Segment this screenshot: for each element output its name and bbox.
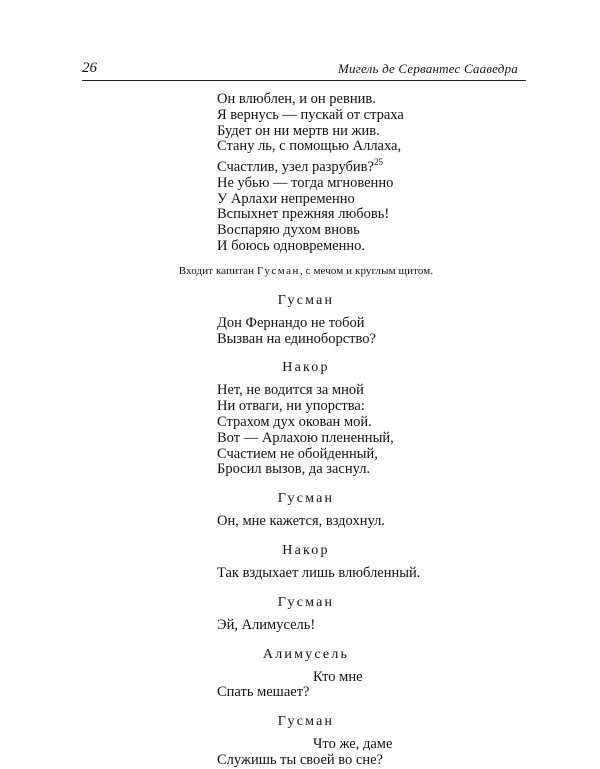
page-number: 26	[82, 60, 97, 76]
speech	[217, 316, 600, 348]
verse-line: Что же, даме	[313, 736, 393, 753]
opening-stanza	[217, 92, 600, 255]
speech	[217, 566, 600, 582]
speaker-name: Гусман	[277, 491, 335, 507]
verse-line: Страхом дух окован мой.	[217, 413, 372, 430]
speaker-name: Гусман	[277, 292, 335, 308]
verse-line: Служишь ты своей во сне?	[217, 751, 383, 768]
verse-line: Воспаряю духом вновь	[217, 222, 360, 239]
speech	[217, 514, 600, 530]
verse-line: Будет он ни мертв ни жив.	[217, 122, 380, 139]
stage-direction-text: Входит капитан	[178, 264, 255, 277]
verse-line: Бросил вызов, да заснул.	[217, 461, 371, 478]
verse-line: Ни отваги, ни упорства:	[217, 398, 365, 415]
page-header	[82, 60, 526, 81]
speaker-name: Накор	[282, 360, 330, 376]
verse-line: Кто мне	[313, 668, 363, 685]
verse-line: Вот — Арлахою плененный,	[217, 429, 394, 446]
verse-line: Не убью — тогда мгновенно	[217, 174, 394, 191]
verse-line: Я вернусь — пускай от страха	[217, 106, 404, 123]
stage-direction	[12, 265, 600, 277]
speaker-name: Накор	[282, 542, 330, 558]
speaker-name: Гусман	[277, 594, 335, 610]
verse-text: Счастлив, узел разрубив?	[217, 159, 374, 176]
verse-line: Вызван на единоборство?	[217, 330, 376, 347]
verse-line: Он влюблен, и он ревнив.	[217, 91, 376, 107]
speech	[217, 383, 600, 478]
verse-line: Стану ль, с помощью Аллаха,	[217, 138, 402, 155]
play-text	[0, 92, 600, 769]
verse-line: У Арлахи непременно	[217, 190, 355, 207]
stage-direction-name: Гусман	[256, 264, 300, 277]
speech	[217, 670, 600, 702]
verse-line: Так вздыхает лишь влюбленный.	[217, 564, 421, 581]
speaker-name: Гусман	[277, 714, 335, 730]
speech	[217, 618, 600, 634]
verse-line: Дон Фернандо не тобой	[217, 314, 365, 331]
stage-direction-text: , с мечом и круглым щитом.	[299, 264, 434, 277]
verse-line: Счастием не обойденный,	[217, 445, 378, 462]
verse-line: Нет, не водится за мной	[217, 382, 364, 399]
verse-line	[217, 155, 600, 176]
verse-line: Спать мешает?	[217, 684, 310, 701]
verse-line: И боюсь одновременно.	[217, 238, 365, 254]
verse-line: Эй, Алимусель!	[217, 616, 316, 633]
footnote-marker: 25	[373, 157, 383, 168]
verse-line: Вспыхнет прежняя любовь!	[217, 206, 390, 223]
verse-line: Он, мне кажется, вздохнул.	[217, 513, 385, 530]
running-head: Мигель де Сервантес Сааведра	[337, 61, 518, 76]
speaker-name: Алимусель	[262, 646, 350, 662]
speech	[217, 737, 600, 769]
